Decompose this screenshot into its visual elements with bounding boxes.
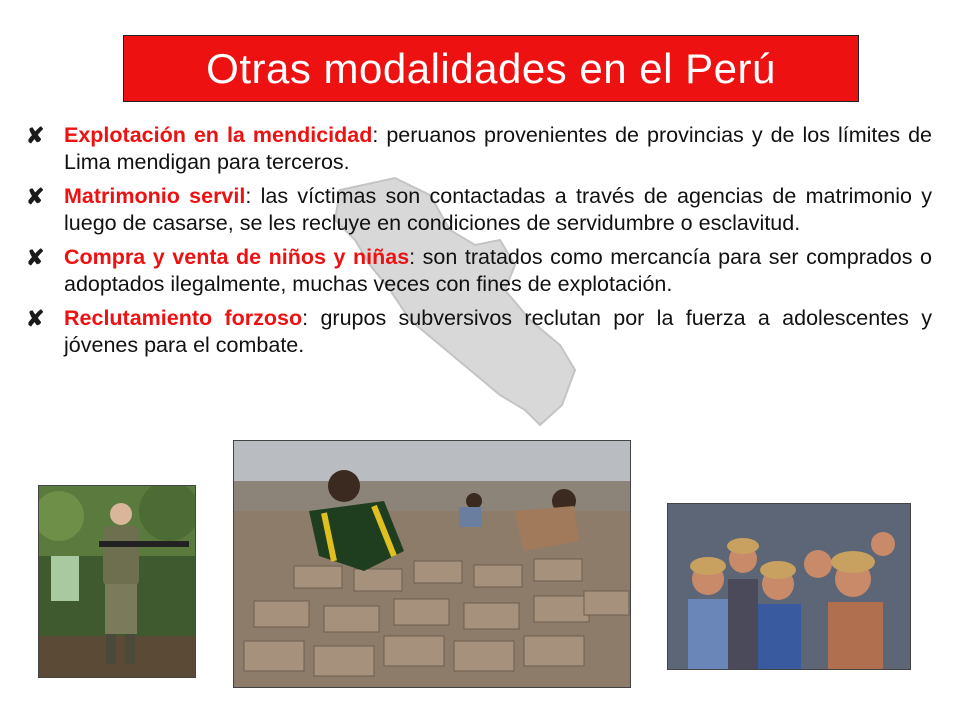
list-item (26, 244, 932, 298)
bullet-text: : las víctimas son contactadas a través de agencias de matrimonio y luego de casarse, se les recluye en condiciones de servidumbre o esclavitud. (64, 184, 933, 235)
slide-title: Otras modalidades en el Perú (206, 44, 776, 92)
x-mark-icon: ✘ (26, 184, 45, 209)
bullet-list (26, 122, 932, 366)
bullet-term: Matrimonio servil (64, 184, 246, 208)
photo-armed-youth (38, 485, 196, 678)
bullet-term: Reclutamiento forzoso (64, 306, 303, 330)
bullet-text: : peruanos provenientes de provincias y de los límites de Lima mendigan para terceros. (64, 123, 933, 174)
x-mark-icon: ✘ (26, 123, 45, 148)
x-mark-icon: ✘ (26, 245, 45, 270)
bullet-term: Compra y venta de niños y niñas (64, 245, 410, 269)
bullet-term: Explotación en la mendicidad (64, 123, 373, 147)
slide-title-box (123, 35, 859, 102)
photo-brick-children (233, 440, 631, 688)
bullet-text: : son tratados como mercancía para ser comprados o adoptados ilegalmente, muchas veces con fines de explotación. (64, 245, 932, 296)
list-item (26, 122, 932, 176)
list-item (26, 183, 932, 237)
bullet-text: : grupos subversivos reclutan por la fuerza a adolescentes y jóvenes para el combate. (64, 306, 932, 357)
x-mark-icon: ✘ (26, 306, 45, 331)
photo-child-miners (667, 503, 911, 670)
list-item (26, 305, 932, 359)
